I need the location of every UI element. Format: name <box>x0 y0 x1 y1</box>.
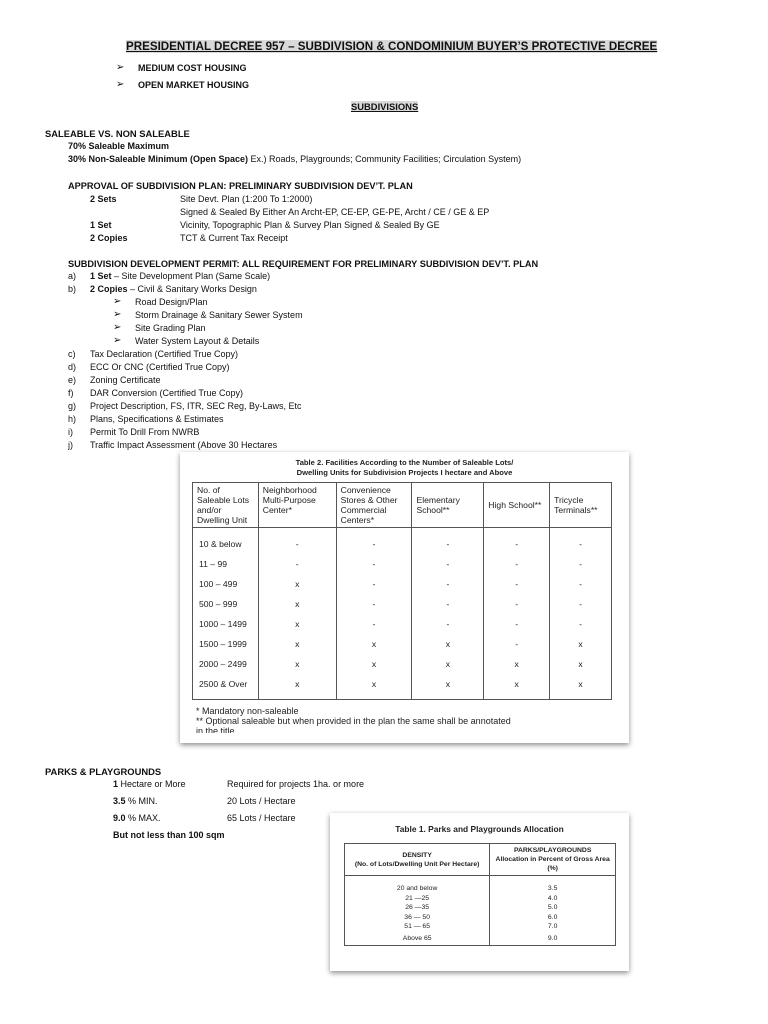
table-cell: 500 – 999 <box>193 594 259 614</box>
table-cell: x <box>258 594 336 614</box>
approval-row-label: 1 Set <box>90 220 112 230</box>
permit-sub-item: Storm Drainage & Sanitary Sewer System <box>135 310 303 320</box>
table-note: * Mandatory non-saleable <box>196 706 299 716</box>
table-row <box>193 574 612 594</box>
permit-item: Tax Declaration (Certified True Copy) <box>90 349 239 359</box>
table-cell: - <box>484 528 550 554</box>
table-cell: x <box>258 674 336 700</box>
header-line: (%) <box>547 865 558 872</box>
column-header: Convenience Stores & Other Commercial Centers* <box>336 483 412 528</box>
permit-item: Permit To Drill From NWRB <box>90 427 200 437</box>
permit-sub-item: Site Grading Plan <box>135 323 206 333</box>
table-cell: - <box>550 528 612 554</box>
permit-item: Traffic Impact Assessment (Above 30 Hectares <box>90 440 278 450</box>
facilities-caption-line: Dwelling Units for Subdivision Projects I hectare and Above <box>296 468 513 477</box>
table-row <box>345 922 616 932</box>
table-cell: 2500 & Over <box>193 674 259 700</box>
permit-item-letter: i) <box>68 427 73 437</box>
header-line: DENSITY <box>402 851 432 859</box>
table-cell: x <box>258 654 336 674</box>
column-header <box>490 844 616 876</box>
approval-row-text: Signed & Sealed By Either An Archt-EP, CE-EP, GE-PE, Archt / CE / GE & EP <box>180 207 490 217</box>
table-cell: x <box>336 674 412 700</box>
table-header-row <box>193 483 612 528</box>
permit-item-b-text: – Civil & Sanitary Works Design <box>127 284 257 294</box>
approval-row-text: TCT & Current Tax Receipt <box>180 233 288 243</box>
saleable-heading: SALEABLE VS. NON SALEABLE <box>45 128 190 139</box>
table-cell: 5.0 <box>490 903 616 913</box>
table-cell: 51 — 65 <box>345 922 490 932</box>
parks-table-image <box>330 813 629 971</box>
table-cell: x <box>412 634 484 654</box>
parks-table-caption: Table 1. Parks and Playgrounds Allocation <box>395 824 564 834</box>
permit-item-letter: e) <box>68 375 77 385</box>
table-cell: x <box>550 634 612 654</box>
parks-row-right: Required for projects 1ha. or more <box>227 779 365 789</box>
permit-item-b <box>90 284 257 294</box>
table-row <box>345 876 616 894</box>
table-cell: 11 – 99 <box>193 554 259 574</box>
table-row <box>345 894 616 904</box>
table-cell: - <box>484 614 550 634</box>
permit-item: Project Description, FS, ITR, SEC Reg, By-Laws, Etc <box>90 401 302 411</box>
saleable-max: 70% Saleable Maximum <box>68 141 170 151</box>
table-cell: - <box>484 634 550 654</box>
table-cell: x <box>550 674 612 700</box>
table-row <box>193 554 612 574</box>
column-header: Tricycle Terminals** <box>550 483 612 528</box>
table-cell: 2000 – 2499 <box>193 654 259 674</box>
table-cell: - <box>412 594 484 614</box>
table-cell: x <box>484 674 550 700</box>
table-cell: 1000 – 1499 <box>193 614 259 634</box>
table-cell: - <box>550 574 612 594</box>
permit-item: Plans, Specifications & Estimates <box>90 414 224 424</box>
facilities-table-image <box>180 452 629 743</box>
table-cell: - <box>336 574 412 594</box>
non-saleable-label: 30% Non-Saleable Minimum (Open Space) <box>68 154 249 164</box>
subdivisions-heading: SUBDIVISIONS <box>351 101 419 112</box>
column-header <box>345 844 490 876</box>
table-row <box>193 674 612 700</box>
table-row <box>345 903 616 913</box>
permit-item-b-qty: 2 Copies <box>90 284 128 294</box>
permit-item-a <box>90 271 270 281</box>
table-cell: x <box>258 614 336 634</box>
table-cell: 6.0 <box>490 913 616 923</box>
table-cell: x <box>258 574 336 594</box>
facilities-table-caption <box>180 458 629 478</box>
housing-item-open: OPEN MARKET HOUSING <box>138 80 250 90</box>
permit-item: Zoning Certificate <box>90 375 161 385</box>
permit-item-letter: h) <box>68 414 77 424</box>
parks-row-right: 65 Lots / Hectare <box>227 813 296 823</box>
table-cell: - <box>484 574 550 594</box>
table-cell: x <box>336 634 412 654</box>
approval-heading: APPROVAL OF SUBDIVISION PLAN: PRELIMINARY SUBDIVISION DEV’T. PLAN <box>68 181 413 191</box>
table-cell: - <box>412 528 484 554</box>
non-saleable-min <box>68 154 521 164</box>
column-header: No. of Saleable Lots and/or Dwelling Unit <box>193 483 259 528</box>
table-cell: - <box>412 614 484 634</box>
parks-row-unit: % MAX. <box>125 813 161 823</box>
table-cell: 100 – 499 <box>193 574 259 594</box>
housing-item-medium: MEDIUM COST HOUSING <box>138 63 247 73</box>
permit-item: ECC Or CNC (Certified True Copy) <box>90 362 230 372</box>
permit-item-a-qty: 1 Set <box>90 271 112 281</box>
table-note: in the title <box>196 726 235 733</box>
parks-row-left <box>113 813 161 823</box>
table-cell: - <box>484 594 550 614</box>
parks-table <box>344 843 616 946</box>
header-line: Allocation in Percent of Gross Area <box>495 856 610 863</box>
table-cell: - <box>258 554 336 574</box>
bullet-arrow-icon: ➢ <box>113 322 122 333</box>
table-cell: - <box>412 554 484 574</box>
bullet-arrow-icon: ➢ <box>113 309 122 320</box>
table-cell: 1500 – 1999 <box>193 634 259 654</box>
table-row <box>193 634 612 654</box>
table-row <box>193 614 612 634</box>
header-line: (No. of Lots/Dwelling Unit Per Hectare) <box>354 860 480 868</box>
permit-item-letter: g) <box>68 401 77 411</box>
table-cell: 21 —25 <box>345 894 490 904</box>
permit-item-letter: b) <box>68 284 77 294</box>
table-header-row <box>345 844 616 876</box>
table-cell: 7.0 <box>490 922 616 932</box>
approval-row-text: Vicinity, Topographic Plan & Survey Plan Signed & Sealed By GE <box>180 220 440 230</box>
permit-item-letter: j) <box>68 440 73 450</box>
permit-item-a-text: – Site Development Plan (Same Scale) <box>111 271 271 281</box>
table-cell: 4.0 <box>490 894 616 904</box>
table-cell: Above 65 <box>345 932 490 946</box>
table-cell: x <box>484 654 550 674</box>
bullet-arrow-icon: ➢ <box>116 79 125 90</box>
table-cell: - <box>550 614 612 634</box>
permit-item-letter: d) <box>68 362 77 372</box>
table-cell: - <box>336 614 412 634</box>
approval-row-label: 2 Copies <box>90 233 128 243</box>
parks-heading: PARKS & PLAYGROUNDS <box>45 766 162 777</box>
table-row <box>193 654 612 674</box>
page-title: PRESIDENTIAL DECREE 957 – SUBDIVISION & CONDOMINIUM BUYER’S PROTECTIVE DECREE <box>126 40 658 53</box>
parks-row-left <box>113 779 186 789</box>
table-cell: - <box>336 594 412 614</box>
table-cell: x <box>258 634 336 654</box>
table-cell: x <box>412 654 484 674</box>
parks-row-unit: Hectare or More <box>118 779 186 789</box>
parks-row-right: 20 Lots / Hectare <box>227 796 296 806</box>
permit-item-letter: f) <box>68 388 74 398</box>
parks-row-value: 3.5 <box>113 796 126 806</box>
table-cell: 9.0 <box>490 932 616 946</box>
table-cell: - <box>336 554 412 574</box>
table-cell: - <box>484 554 550 574</box>
facilities-table-notes <box>196 706 511 733</box>
facilities-caption-line: Table 2. Facilities According to the Number of Saleable Lots/ <box>295 458 514 467</box>
table-cell: 3.5 <box>490 876 616 894</box>
table-row <box>193 594 612 614</box>
approval-row-text: Site Devt. Plan (1:200 To 1:2000) <box>180 194 313 204</box>
table-cell: x <box>412 674 484 700</box>
bullet-arrow-icon: ➢ <box>116 62 125 73</box>
column-header: High School** <box>484 483 550 528</box>
permit-sub-item: Water System Layout & Details <box>135 336 260 346</box>
header-line: PARKS/PLAYGROUNDS <box>513 847 592 854</box>
bullet-arrow-icon: ➢ <box>113 335 122 346</box>
table-row <box>345 913 616 923</box>
approval-row-label: 2 Sets <box>90 194 117 204</box>
table-row <box>345 932 616 946</box>
table-cell: - <box>412 574 484 594</box>
table-note: ** Optional saleable but when provided in the plan the same shall be annotated <box>196 716 511 726</box>
parks-footer: But not less than 100 sqm <box>113 830 225 840</box>
table-cell: x <box>336 654 412 674</box>
table-cell: - <box>258 528 336 554</box>
parks-row-value: 9.0 <box>113 813 126 823</box>
parks-row-value: 1 <box>113 779 119 789</box>
bullet-arrow-icon: ➢ <box>113 296 122 307</box>
permit-heading: SUBDIVISION DEVELOPMENT PERMIT: ALL REQUIREMENT FOR PRELIMINARY SUBDIVISION DEV’T. PLAN <box>68 259 539 269</box>
permit-item-letter: a) <box>68 271 77 281</box>
table-cell: 36 — 50 <box>345 913 490 923</box>
parks-row-left <box>113 796 158 806</box>
permit-item-letter: c) <box>68 349 76 359</box>
table-cell: 20 and below <box>345 876 490 894</box>
permit-sub-item: Road Design/Plan <box>135 297 208 307</box>
permit-item: DAR Conversion (Certified True Copy) <box>90 388 244 398</box>
table-cell: - <box>550 594 612 614</box>
column-header: Elementary School** <box>412 483 484 528</box>
column-header: Neighborhood Multi-Purpose Center* <box>258 483 336 528</box>
table-row <box>193 528 612 554</box>
table-cell: - <box>336 528 412 554</box>
table-cell: - <box>550 554 612 574</box>
table-cell: 26 —35 <box>345 903 490 913</box>
table-cell: 10 & below <box>193 528 259 554</box>
facilities-table <box>192 482 612 700</box>
non-saleable-examples: Ex.) Roads, Playgrounds; Community Facilities; Circulation System) <box>248 154 522 164</box>
table-cell: x <box>550 654 612 674</box>
parks-row-unit: % MIN. <box>125 796 158 806</box>
